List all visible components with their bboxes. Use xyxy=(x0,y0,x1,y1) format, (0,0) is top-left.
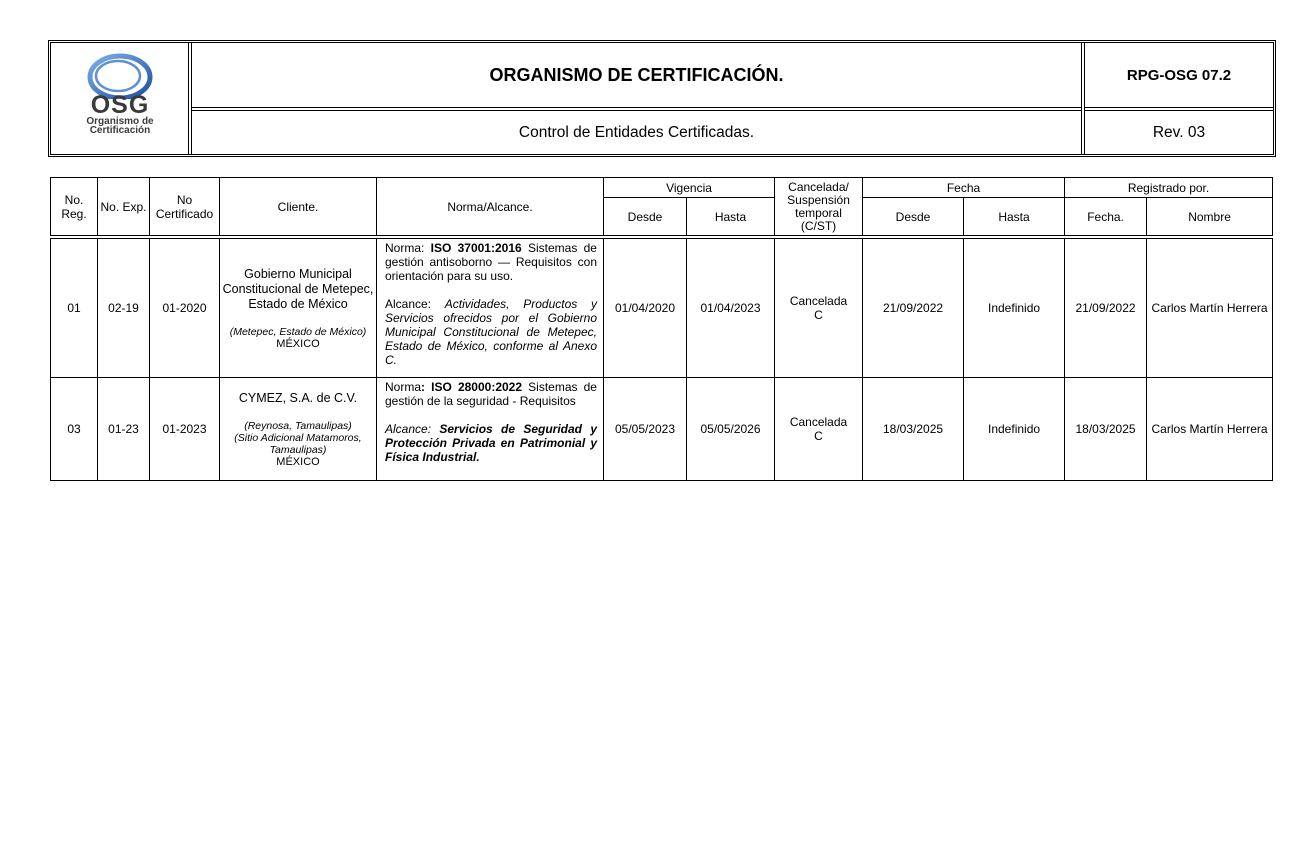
cell-no-reg: 01 xyxy=(51,239,98,378)
col-no-certificado: No Certificado xyxy=(150,178,220,236)
status-label: Cancelada xyxy=(789,415,848,429)
certified-entities-table xyxy=(50,177,1273,481)
client-location: (Metepec, Estado de México) xyxy=(229,325,367,338)
cell-norma-alcance xyxy=(377,239,604,378)
client-name: Gobierno Municipal Constitucional de Metepec, Estado de México xyxy=(222,266,374,311)
scope-label: Alcance: xyxy=(385,297,445,311)
cell-vigencia-hasta: 01/04/2023 xyxy=(687,239,775,378)
cell-cliente xyxy=(220,239,377,378)
revision-number: Rev. 03 xyxy=(1152,123,1206,141)
cell-no-certificado: 01-2020 xyxy=(150,239,220,378)
scope-text: Servicios de Seguridad y Protección Privada en Patrimonial y Física Industrial. xyxy=(385,422,597,464)
cell-status xyxy=(775,239,863,378)
col-registro-fecha: Fecha. xyxy=(1065,198,1147,236)
cell-cliente xyxy=(220,378,377,481)
logo-subtitle-2: Certificación xyxy=(89,125,151,136)
norm-code: ISO 37001:2016 xyxy=(430,241,522,255)
cell-vigencia-desde: 05/05/2023 xyxy=(604,378,687,481)
table-row xyxy=(51,378,1273,481)
col-fecha-desde: Desde xyxy=(863,198,964,236)
client-name: CYMEZ, S.A. de C.V. xyxy=(238,390,358,405)
col-no-exp: No. Exp. xyxy=(98,178,150,236)
status-code: C xyxy=(814,308,823,322)
norm-code: : ISO 28000:2022 xyxy=(421,380,523,394)
col-fecha: Fecha xyxy=(863,178,1065,198)
cell-registro-nombre: Carlos Martín Herrera xyxy=(1147,239,1273,378)
client-location-additional: (Sitio Adicional Matamoros, Tamaulipas) xyxy=(234,431,362,456)
cell-no-certificado: 01-2023 xyxy=(150,378,220,481)
cell-no-exp: 02-19 xyxy=(98,239,150,378)
norm-label: Norma: xyxy=(385,241,431,255)
col-vigencia: Vigencia xyxy=(604,178,775,198)
norm-text: Sistemas de gestión de la seguridad - Requisitos xyxy=(385,380,597,408)
cell-vigencia-desde: 01/04/2020 xyxy=(604,239,687,378)
col-registro-nombre: Nombre xyxy=(1147,198,1273,236)
cell-fecha-desde: 18/03/2025 xyxy=(863,378,964,481)
cell-registro-nombre: Carlos Martín Herrera xyxy=(1147,378,1273,481)
table-row xyxy=(51,239,1273,378)
col-vigencia-hasta: Hasta xyxy=(687,198,775,236)
cell-registro-fecha: 21/09/2022 xyxy=(1065,239,1147,378)
cell-vigencia-hasta: 05/05/2026 xyxy=(687,378,775,481)
col-vigencia-desde: Desde xyxy=(604,198,687,236)
cell-registro-fecha: 18/03/2025 xyxy=(1065,378,1147,481)
document-title: ORGANISMO DE CERTIFICACIÓN. xyxy=(489,64,784,85)
cell-no-exp: 01-23 xyxy=(98,378,150,481)
status-label: Cancelada xyxy=(789,294,848,308)
col-cancelada-suspension: Cancelada/ Suspensión temporal (C/ST) xyxy=(775,178,863,236)
document-subtitle: Control de Entidades Certificadas. xyxy=(518,123,755,141)
status-code: C xyxy=(814,429,823,443)
cell-no-reg: 03 xyxy=(51,378,98,481)
cell-fecha-hasta: Indefinido xyxy=(964,378,1065,481)
logo-subtitle-1: Organismo de xyxy=(86,116,154,127)
scope-label: Alcance: xyxy=(385,422,440,436)
document-code: RPG-OSG 07.2 xyxy=(1126,66,1232,84)
cell-fecha-hasta: Indefinido xyxy=(964,239,1065,378)
cell-norma-alcance xyxy=(377,378,604,481)
client-country: MÉXICO xyxy=(276,455,320,468)
col-fecha-hasta: Hasta xyxy=(964,198,1065,236)
document-header xyxy=(48,40,1276,157)
scope-text: Actividades, Productos y Servicios ofrecidos por el Gobierno Municipal Constitucional de Metepec, Estado de México, conforme al Anexo C. xyxy=(385,297,598,367)
col-registrado-por: Registrado por. xyxy=(1065,178,1273,198)
col-no-reg: No. Reg. xyxy=(51,178,98,236)
col-norma-alcance: Norma/Alcance. xyxy=(377,178,604,236)
logo xyxy=(51,43,189,154)
client-location: (Reynosa, Tamaulipas) xyxy=(244,419,352,432)
logo-word: OSG xyxy=(90,91,150,119)
cell-status xyxy=(775,378,863,481)
norm-label: Norma xyxy=(385,380,422,394)
col-cliente: Cliente. xyxy=(220,178,377,236)
cell-fecha-desde: 21/09/2022 xyxy=(863,239,964,378)
client-country: MÉXICO xyxy=(276,337,320,350)
norm-text: Sistemas de gestión antisoborno — Requisitos con orientación para su uso. xyxy=(385,241,597,283)
